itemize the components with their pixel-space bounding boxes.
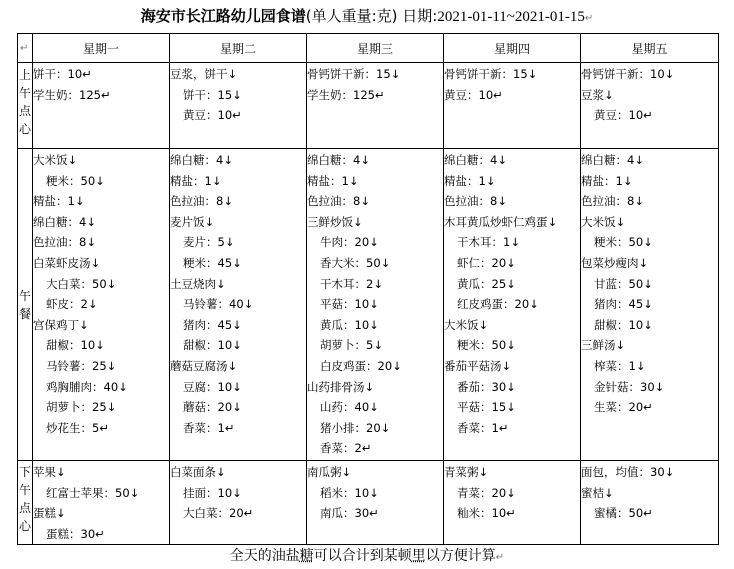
menu-cell — [33, 149, 170, 461]
menu-table — [17, 33, 719, 545]
menu-cell — [307, 63, 444, 149]
menu-line: 甜椒：10↓ — [594, 317, 653, 332]
menu-line: 鸡胸脯肉：40↓ — [46, 379, 128, 394]
menu-cell — [33, 461, 170, 545]
menu-line: 蜜桔↓ — [581, 485, 614, 500]
menu-line: 红富士苹果：50↓ — [46, 485, 140, 500]
table-header-row — [18, 34, 719, 63]
menu-line: 大米饭↓ — [581, 214, 626, 229]
menu-line: 青菜粥↓ — [444, 465, 489, 479]
menu-line: 山药排骨汤↓ — [307, 379, 375, 394]
menu-line: 牛肉：20↓ — [320, 235, 379, 250]
menu-cell — [33, 63, 170, 149]
menu-cell — [581, 461, 719, 545]
menu-line: 马铃薯：40↓ — [183, 297, 254, 312]
menu-line: 香菜：1↵ — [183, 420, 235, 435]
menu-line: 红皮鸡蛋：20↓ — [457, 297, 539, 312]
menu-line: 苹果↓ — [33, 465, 66, 479]
row-lunch — [18, 149, 719, 461]
menu-line: 虾皮：2↓ — [46, 297, 98, 312]
menu-line: 面包，均值：30↓ — [581, 465, 675, 479]
menu-line: 粳米：50↓ — [594, 235, 653, 250]
menu-line: 马铃薯：25↓ — [46, 358, 117, 373]
menu-line: 挂面：10↓ — [183, 485, 242, 500]
menu-line: 番茄平菇汤↓ — [444, 358, 512, 373]
menu-line: 蜜橘：50↵ — [594, 506, 653, 521]
menu-line: 大白菜：20↵ — [183, 506, 254, 521]
menu-cell — [307, 461, 444, 545]
menu-line: 大米饭↓ — [444, 317, 489, 332]
menu-cell — [170, 63, 307, 149]
row-label: 下午点心 — [18, 461, 33, 545]
menu-line: 甜椒：10↓ — [46, 338, 105, 353]
menu-line: 骨钙饼干新：10↓ — [581, 67, 675, 81]
menu-line: 甜椒：10↓ — [183, 338, 242, 353]
menu-line: 稻米：10↓ — [320, 485, 379, 500]
page-title — [0, 6, 734, 29]
menu-line: 干木耳：2↓ — [320, 276, 383, 291]
menu-line: 山药：40↓ — [320, 400, 379, 415]
menu-line: 番茄：30↓ — [457, 379, 516, 394]
menu-line: 白皮鸡蛋：20↓ — [320, 358, 402, 373]
menu-line: 绵白糖：4↓ — [170, 153, 233, 167]
row-morning — [18, 63, 719, 149]
menu-line: 大白菜：50↓ — [46, 276, 117, 291]
menu-line: 精盐：1↓ — [33, 194, 85, 209]
menu-line: 木耳黄瓜炒虾仁鸡蛋↓ — [444, 214, 558, 229]
menu-line: 骨钙饼干新：15↓ — [307, 67, 401, 81]
menu-line: 干木耳：1↓ — [457, 235, 520, 250]
menu-line: 三鲜炒饭↓ — [307, 214, 363, 229]
menu-line: 绵白糖：4↓ — [307, 153, 370, 167]
menu-line: 蘑菇：20↓ — [183, 400, 242, 415]
menu-line: 土豆烧肉↓ — [170, 276, 226, 291]
menu-line: 麦片：5↓ — [183, 235, 235, 250]
menu-line: 色拉油：8↓ — [581, 194, 644, 209]
menu-line: 籼米：10↵ — [457, 506, 516, 521]
menu-line: 猪小排：20↓ — [320, 420, 391, 435]
menu-line: 南瓜粥↓ — [307, 465, 352, 479]
menu-line: 色拉油：8↓ — [170, 194, 233, 209]
menu-line: 三鲜汤↓ — [581, 338, 626, 353]
menu-line: 生菜：20↵ — [594, 400, 653, 415]
menu-line: 精盐：1↓ — [444, 173, 496, 188]
menu-line: 黄豆：10↵ — [183, 108, 242, 123]
menu-line: 大米饭↓ — [33, 153, 78, 167]
row-afternoon — [18, 461, 719, 545]
menu-line: 金针菇：30↓ — [594, 379, 665, 394]
title-unit: (单人重量:克) — [305, 7, 398, 25]
column-header: 星期三 — [307, 34, 444, 63]
menu-line: 饼干：15↓ — [183, 87, 242, 102]
menu-line: 色拉油：8↓ — [444, 194, 507, 209]
menu-line: 蛋糕：30↵ — [46, 526, 105, 541]
menu-line: 豆浆，饼干↓ — [170, 67, 238, 81]
column-header: 星期二 — [170, 34, 307, 63]
menu-line: 平菇：15↓ — [457, 400, 516, 415]
footer-note: 全天的油盐糖可以合计到某顿里以方便计算↵ — [229, 548, 505, 564]
menu-line: 豆浆↓ — [581, 87, 614, 102]
menu-line: 黄瓜：25↓ — [457, 276, 516, 291]
column-header: 星期四 — [444, 34, 581, 63]
menu-line: 绵白糖：4↓ — [33, 214, 96, 229]
menu-cell — [444, 63, 581, 149]
corner-cell: ↵ — [18, 34, 33, 63]
menu-line: 白菜虾皮汤↓ — [33, 255, 101, 270]
menu-line: 猪肉：45↓ — [594, 297, 653, 312]
menu-cell — [170, 461, 307, 545]
menu-line: 色拉油：8↓ — [33, 235, 96, 250]
menu-line: 黄豆：10↵ — [594, 108, 653, 123]
menu-line: 饼干：10↵ — [33, 67, 92, 81]
menu-line: 虾仁：20↓ — [457, 255, 516, 270]
menu-line: 色拉油：8↓ — [307, 194, 370, 209]
menu-line: 学生奶：125↵ — [307, 87, 385, 102]
menu-cell — [581, 63, 719, 149]
menu-line: 甘蓝：50↓ — [594, 276, 653, 291]
menu-cell — [444, 461, 581, 545]
menu-cell — [307, 149, 444, 461]
column-header: 星期一 — [33, 34, 170, 63]
menu-line: 香菜：1↵ — [457, 420, 509, 435]
menu-cell — [444, 149, 581, 461]
menu-line: 豆腐：10↓ — [183, 379, 242, 394]
title-date-range: 2021-01-11~2021-01-15 — [437, 9, 585, 25]
menu-line: 精盐：1↓ — [581, 173, 633, 188]
menu-line: 包菜炒瘦肉↓ — [581, 255, 649, 270]
menu-line: 粳米：50↓ — [46, 173, 105, 188]
menu-line: 宫保鸡丁↓ — [33, 317, 89, 332]
menu-line: 蛋糕↓ — [33, 506, 66, 521]
menu-line: 胡萝卜：25↓ — [46, 400, 117, 415]
menu-line: 粳米：45↓ — [183, 255, 242, 270]
menu-line: 黄瓜：10↓ — [320, 317, 379, 332]
menu-line: 香菜：2↵ — [320, 441, 372, 456]
menu-line: 精盐：1↓ — [170, 173, 222, 188]
menu-line: 绵白糖：4↓ — [444, 153, 507, 167]
menu-line: 骨钙饼干新：15↓ — [444, 67, 538, 81]
menu-line: 南瓜：30↵ — [320, 506, 379, 521]
title-school: 海安市长江路幼儿园食谱 — [140, 7, 306, 25]
row-label: 午餐 — [18, 149, 33, 461]
row-label: 上午点心 — [18, 63, 33, 149]
menu-line: 学生奶：125↵ — [33, 87, 111, 102]
menu-line: 白菜面条↓ — [170, 465, 226, 479]
menu-line: 平菇：10↓ — [320, 297, 379, 312]
title-date-label: 日期: — [402, 7, 438, 25]
column-header: 星期五 — [581, 34, 719, 63]
menu-line: 粳米：50↓ — [457, 338, 516, 353]
menu-line: 黄豆：10↵ — [444, 87, 503, 102]
menu-line: 榨菜：1↓ — [594, 358, 646, 373]
menu-line: 胡萝卜：5↓ — [320, 338, 383, 353]
menu-line: 香大米：50↓ — [320, 255, 391, 270]
paragraph-mark: ↵ — [584, 13, 594, 24]
menu-cell — [170, 149, 307, 461]
menu-line: 蘑菇豆腐汤↓ — [170, 358, 238, 373]
menu-cell — [581, 149, 719, 461]
menu-line: 精盐：1↓ — [307, 173, 359, 188]
menu-line: 绵白糖：4↓ — [581, 153, 644, 167]
menu-line: 青菜：20↓ — [457, 485, 516, 500]
menu-line: 麦片饭↓ — [170, 214, 215, 229]
menu-line: 猪肉：45↓ — [183, 317, 242, 332]
menu-line: 炒花生：5↵ — [46, 420, 109, 435]
